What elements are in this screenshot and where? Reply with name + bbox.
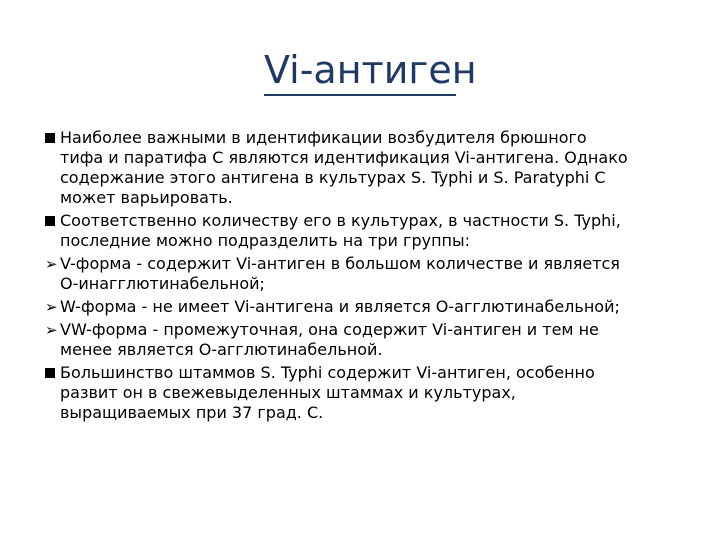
list-item — [45, 297, 685, 317]
list-item-text: V-форма - содержит Vi-антиген в большом количестве и является О-инагглютинабельной; — [60, 254, 620, 293]
arrow-bullet-icon: ➢ — [45, 298, 58, 316]
slide-title: Vi-антиген — [264, 48, 477, 92]
arrow-bullet-icon: ➢ — [45, 255, 58, 273]
list-item-text: W-форма - не имеет Vi-антигена и является О-агглютинабельной; — [60, 297, 620, 316]
list-item — [45, 363, 685, 423]
arrow-bullet-icon: ➢ — [45, 321, 58, 339]
title-underline — [264, 94, 456, 96]
list-item — [45, 254, 685, 294]
list-item-text: Наиболее важными в идентификации возбудителя брюшного тифа и паратифа С являются идентификация Vi-антигена. Однако содержание этого антигена в культурах S. Typhi и S. Paratyphi C может варьировать. — [60, 128, 628, 207]
list-item-text: VW-форма - промежуточная, она содержит Vi-антиген и тем не менее является О-агглютинабельной. — [60, 320, 599, 359]
square-bullet-icon — [45, 128, 60, 149]
slide-body — [45, 128, 685, 423]
list-item — [45, 128, 685, 208]
list-item — [45, 211, 685, 251]
square-bullet-icon — [45, 363, 60, 384]
list-item-text: Соответственно количеству его в культурах, в частности S. Typhi, последние можно подразделить на три группы: — [60, 211, 621, 250]
list-item — [45, 320, 685, 360]
square-bullet-icon — [45, 211, 60, 232]
list-item-text: Большинство штаммов S. Typhi содержит Vi-антиген, особенно развит он в свежевыделенных штаммах и культурах, выращиваемых при 37 град. С. — [60, 363, 595, 422]
